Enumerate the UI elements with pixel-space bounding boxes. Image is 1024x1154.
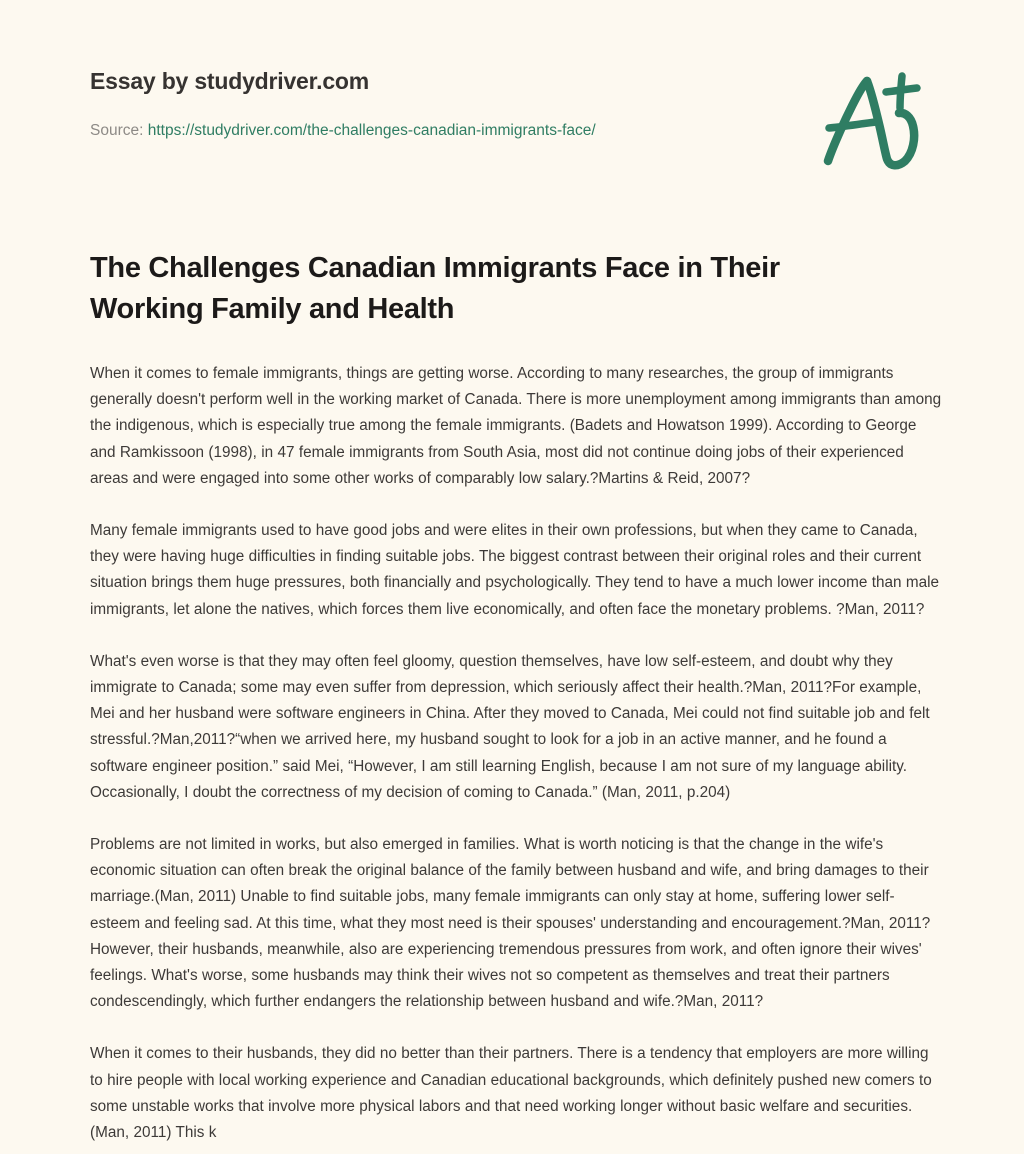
- source-url-link[interactable]: https://studydriver.com/the-challenges-canadian-immigrants-face/: [147, 122, 596, 139]
- paragraph: What's even worse is that they may often feel gloomy, question themselves, have low self-esteem, and doubt why they immigrate to Canada; some may even suffer from depression, which seriously affect their health.?Man, 2011?For example, Mei and her husband were software engineers in China. After they moved to Canada, Mei could not find suitable job and felt stressful.?Man,2011?“when we arrived here, my husband sought to look for a job in an active manner, and he found a software engineer position.” said Mei, “However, I am still learning English, because I am not sure of my language ability. Occasionally, I doubt the correctness of my decision of coming to Canada.” (Man, 2011, p.204): [90, 652, 930, 801]
- aplus-logo-icon: [812, 66, 942, 170]
- paragraph: Many female immigrants used to have good jobs and were elites in their own professions, but when they came to Canada, they were having huge difficulties in finding suitable jobs. The biggest contrast between their original roles and their current situation brings them huge pressures, both financially and psychologically. They tend to have a much lower income than male immigrants, let alone the natives, which forces them live economically, and often face the monetary problems. ?Man, 2011?: [90, 522, 939, 618]
- page-header: [0, 0, 1024, 200]
- paragraph: When it comes to female immigrants, things are getting worse. According to many researches, the group of immigrants generally doesn't perform well in the working market of Canada. There is more unemployment among immigrants than among the indigenous, which is especially true among the female immigrants. (Badets and Howatson 1999). According to George and Ramkissoon (1998), in 47 female immigrants from South Asia, most did not continue doing jobs of their experienced areas and were engaged into some other works of comparably low salary.?Martins & Reid, 2007?: [90, 365, 942, 487]
- brand-title: Essay by studydriver.com: [90, 68, 370, 94]
- aplus-logo-svg: [812, 66, 942, 170]
- article: [90, 248, 942, 1146]
- source-line: [90, 122, 596, 140]
- article-body: [90, 361, 942, 1146]
- paragraph: When it comes to their husbands, they did no better than their partners. There is a tendency that employers are more willing to hire people with local working experience and Canadian educational backgrounds, which definitely pushed new comers to some unstable works that involve more physical labors and that need working longer without basic welfare and securities. (Man, 2011) This k: [90, 1045, 932, 1142]
- page-title: The Challenges Canadian Immigrants Face in Their Working Family and Health: [90, 252, 780, 325]
- source-label: Source:: [90, 122, 148, 139]
- paragraph: Problems are not limited in works, but also emerged in families. What is worth noticing is that the change in the wife's economic situation can often break the original balance of the family between husband and wife, and bring damages to their marriage.(Man, 2011) Unable to find suitable jobs, many female immigrants can only stay at home, suffering lower self-esteem and feeling sad. At this time, what they most need is their spouses' understanding and encouragement.?Man, 2011?However, their husbands, meanwhile, also are experiencing tremendous pressures from work, and often ignore their wives' feelings. What's worse, some husbands may think their wives not so competent as themselves and treat their partners condescendingly, which further endangers the relationship between husband and wife.?Man, 2011?: [90, 836, 931, 1011]
